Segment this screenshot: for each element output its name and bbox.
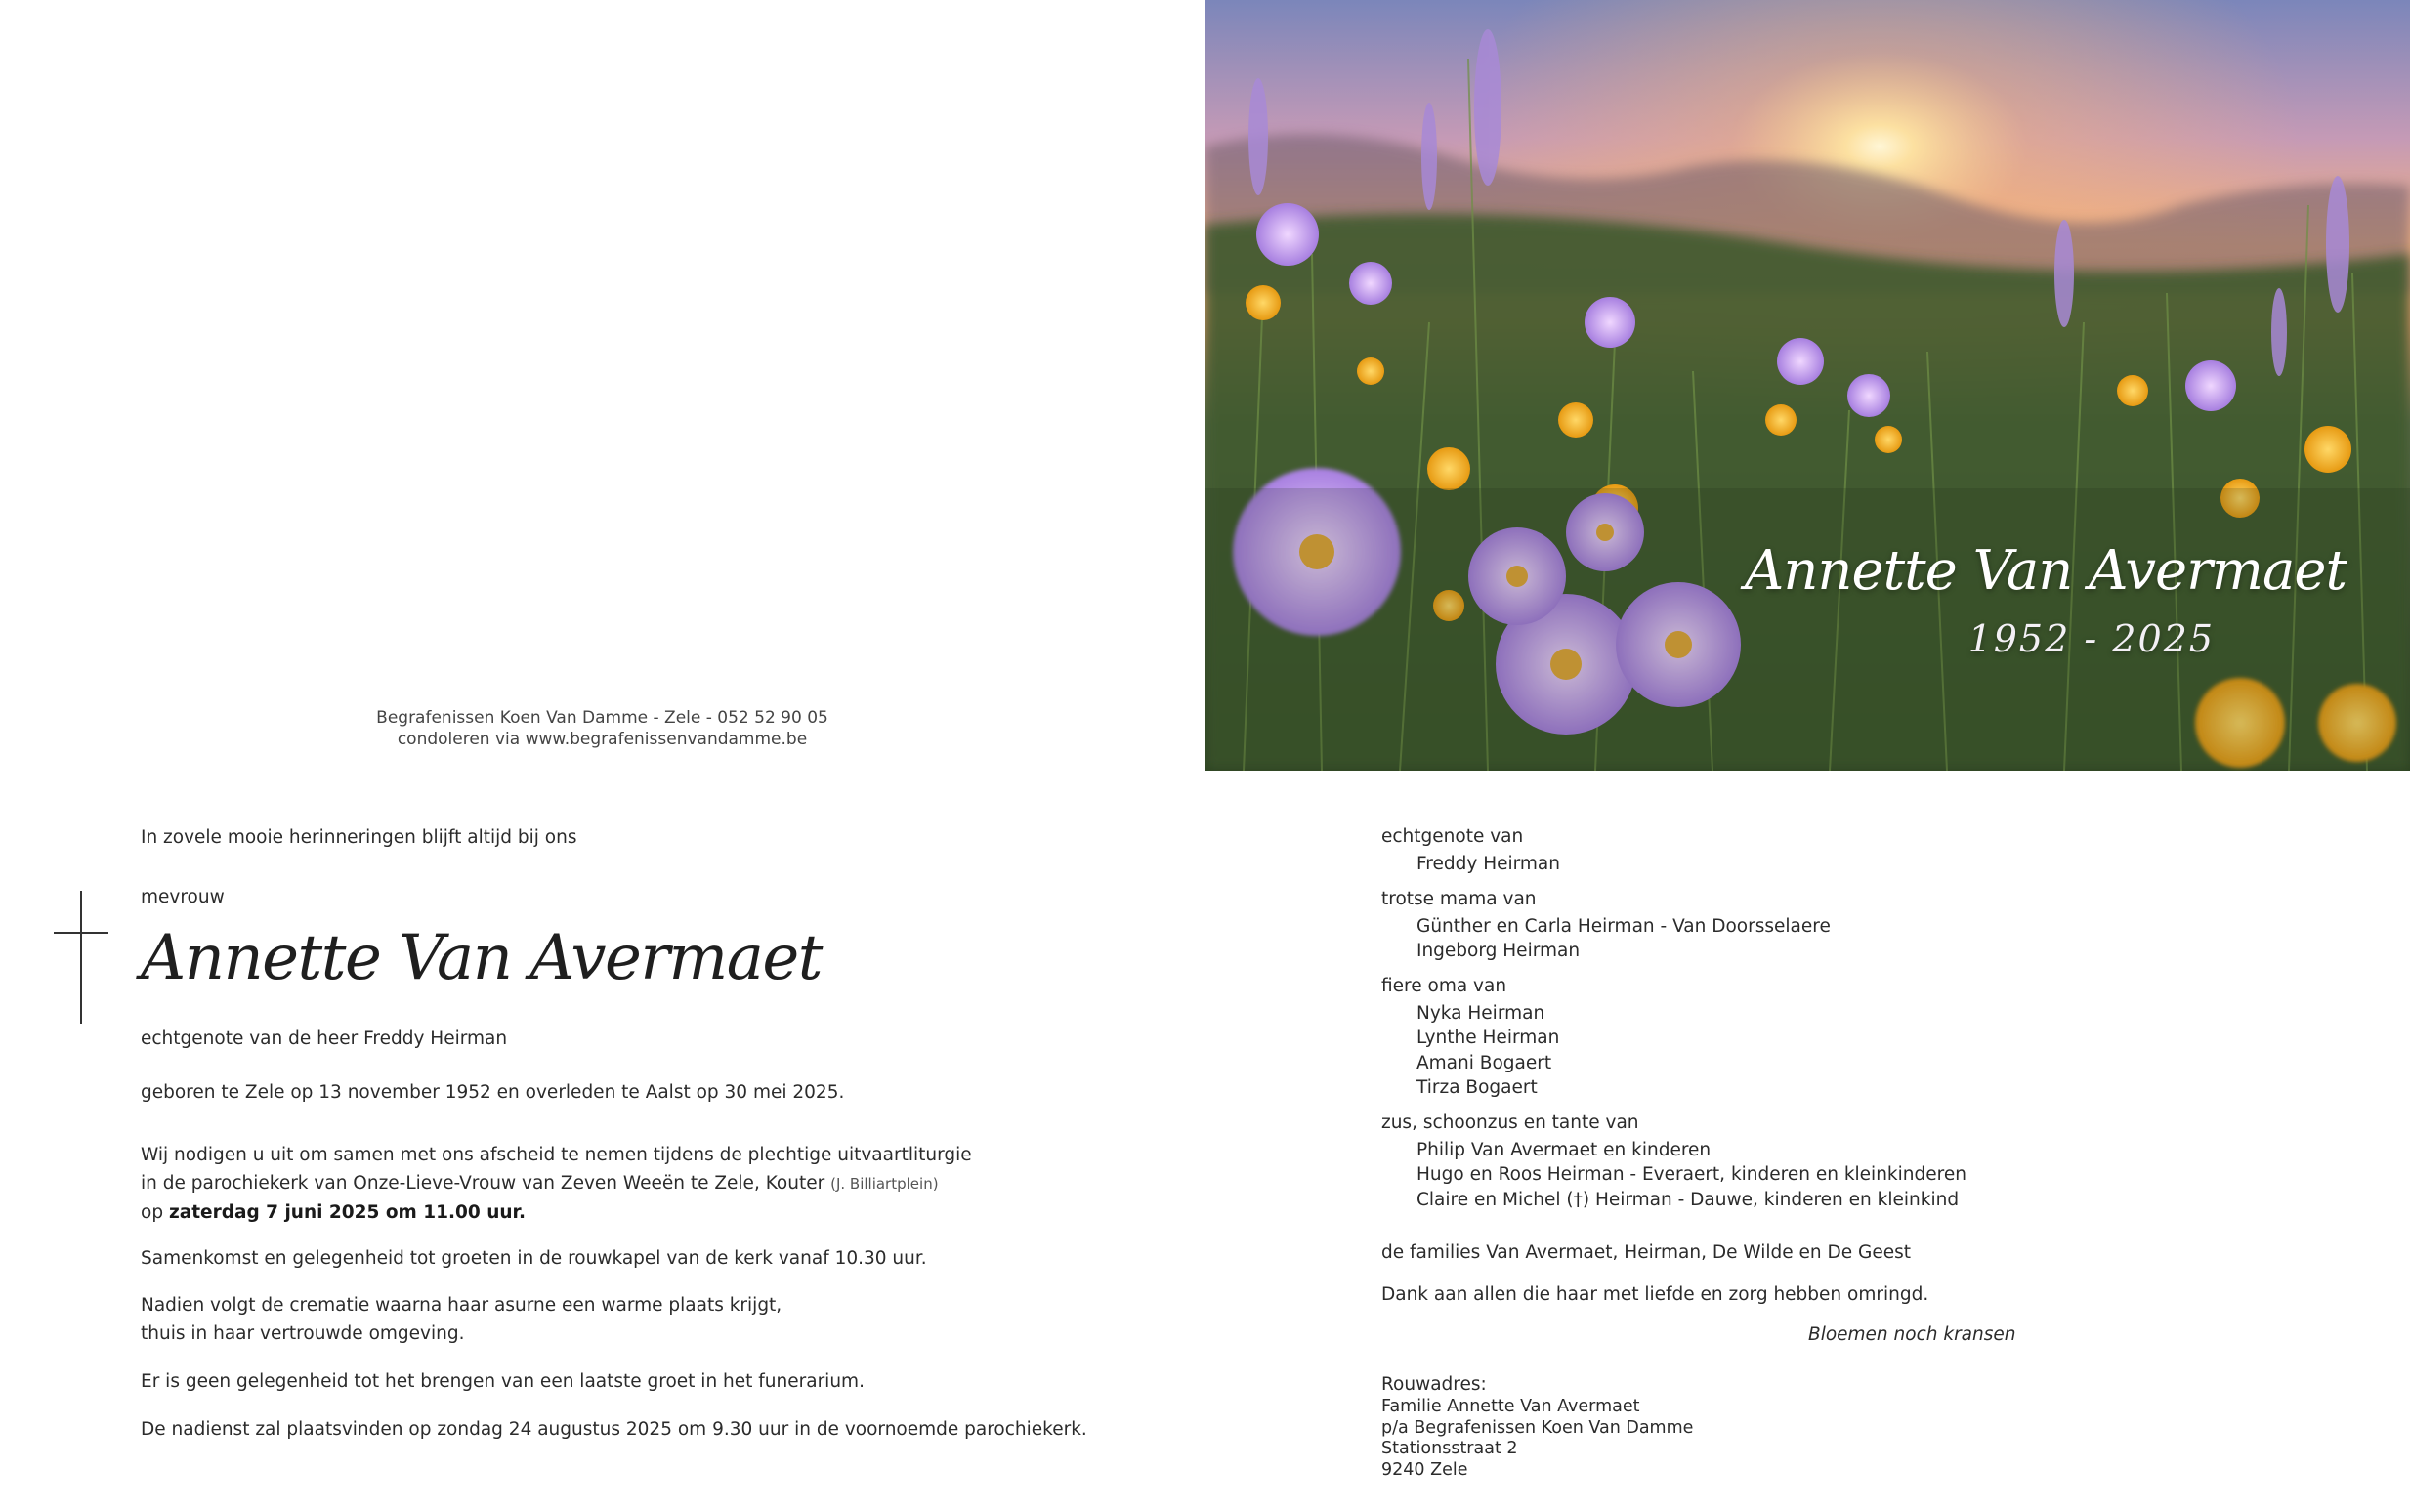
cover-photo [1205, 0, 2410, 771]
address-line: p/a Begrafenissen Koen Van Damme [1381, 1417, 1694, 1438]
families-line: de families Van Avermaet, Heirman, De Wilde en De Geest [1381, 1242, 1912, 1263]
invitation-place-note: (J. Billiartplein) [830, 1175, 939, 1193]
funeral-home-contact: Begrafenissen Koen Van Damme - Zele - 052 52 90 05 [376, 708, 828, 728]
mourning-address [1381, 1373, 1693, 1481]
grandchild-name: Nyka Heirman [1416, 1002, 1545, 1024]
invitation-line-3 [141, 1198, 972, 1227]
memorial-line: De nadienst zal plaatsvinden op zondag 24 augustus 2025 om 9.30 uur in de voornoemde parochiekerk. [141, 1419, 1087, 1440]
family-list [1381, 822, 1966, 1220]
no-flowers-line: Bloemen noch kransen [1808, 1324, 2016, 1345]
invitation-line-2 [141, 1169, 972, 1198]
funeral-home-footer [0, 707, 1205, 750]
cover-name: Annette Van Avermaet [1744, 539, 2347, 603]
title-text: mevrouw [141, 887, 225, 907]
spouse-name: Freddy Heirman [1416, 854, 1560, 874]
cross-icon [80, 891, 82, 1024]
deceased-name: Annette Van Avermaet [141, 922, 822, 994]
invitation-prefix: op [141, 1202, 164, 1223]
meadow-sunset-image [1205, 0, 2410, 771]
no-funerarium-line: Er is geen gelegenheid tot het brengen van een laatste groet in het funerarium. [141, 1371, 865, 1392]
address-line: Familie Annette Van Avermaet [1381, 1397, 1640, 1416]
thanks-line: Dank aan allen die haar met liefde en zorg hebben omringd. [1381, 1284, 1929, 1305]
sibling-name: Claire en Michel (†) Heirman - Dauwe, kinderen en kleinkind [1416, 1189, 1960, 1210]
invitation-block [141, 1141, 972, 1227]
siblings-label: zus, schoonzus en tante van [1381, 1112, 1639, 1133]
spouse-line: echtgenote van de heer Freddy Heirman [141, 1029, 508, 1049]
cremation-line-2: thuis in haar vertrouwde omgeving. [141, 1323, 465, 1344]
grandchildren-label: fiere oma van [1381, 975, 1507, 996]
spouse-label: echtgenote van [1381, 826, 1524, 847]
cremation-line-1: Nadien volgt de crematie waarna haar asurne een warme plaats krijgt, [141, 1295, 782, 1316]
intro-text: In zovele mooie herinneringen blijft altijd bij ons [141, 827, 577, 848]
cover-years: 1952 - 2025 [1967, 617, 2215, 660]
cremation-block [141, 1291, 782, 1348]
grandchild-name: Tirza Bogaert [1416, 1077, 1538, 1098]
child-name: Günther en Carla Heirman - Van Doorsselaere [1416, 915, 1831, 937]
invitation-line-1: Wij nodigen u uit om samen met ons afscheid te nemen tijdens de plechtige uitvaartliturgie [141, 1145, 972, 1165]
cross-icon-bar [54, 932, 108, 934]
children-group [1381, 885, 1966, 964]
invitation-church: in de parochiekerk van Onze-Lieve-Vrouw van Zeven Weeën te Zele, Kouter [141, 1173, 825, 1194]
grandchild-name: Lynthe Heirman [1416, 1028, 1560, 1048]
condolence-website: condoleren via www.begrafenissenvandamme.be [397, 730, 808, 749]
sibling-name: Philip Van Avermaet en kinderen [1416, 1139, 1712, 1160]
invitation-date: zaterdag 7 juni 2025 om 11.00 uur. [168, 1202, 527, 1223]
sibling-name: Hugo en Roos Heirman - Everaert, kinderen en kleinkinderen [1416, 1164, 1966, 1185]
address-line: Stationsstraat 2 [1381, 1439, 1518, 1458]
children-label: trotse mama van [1381, 888, 1537, 909]
birth-death-line: geboren te Zele op 13 november 1952 en overleden te Aalst op 30 mei 2025. [141, 1082, 845, 1103]
child-name: Ingeborg Heirman [1416, 941, 1581, 961]
grandchildren-group [1381, 972, 1966, 1101]
grandchild-name: Amani Bogaert [1416, 1052, 1552, 1073]
gathering-line: Samenkomst en gelegenheid tot groeten in de rouwkapel van de kerk vanaf 10.30 uur. [141, 1248, 927, 1269]
siblings-group [1381, 1109, 1966, 1213]
spouse-group [1381, 822, 1966, 877]
mourning-address-label: Rouwadres: [1381, 1374, 1487, 1395]
address-line: 9240 Zele [1381, 1459, 1468, 1480]
